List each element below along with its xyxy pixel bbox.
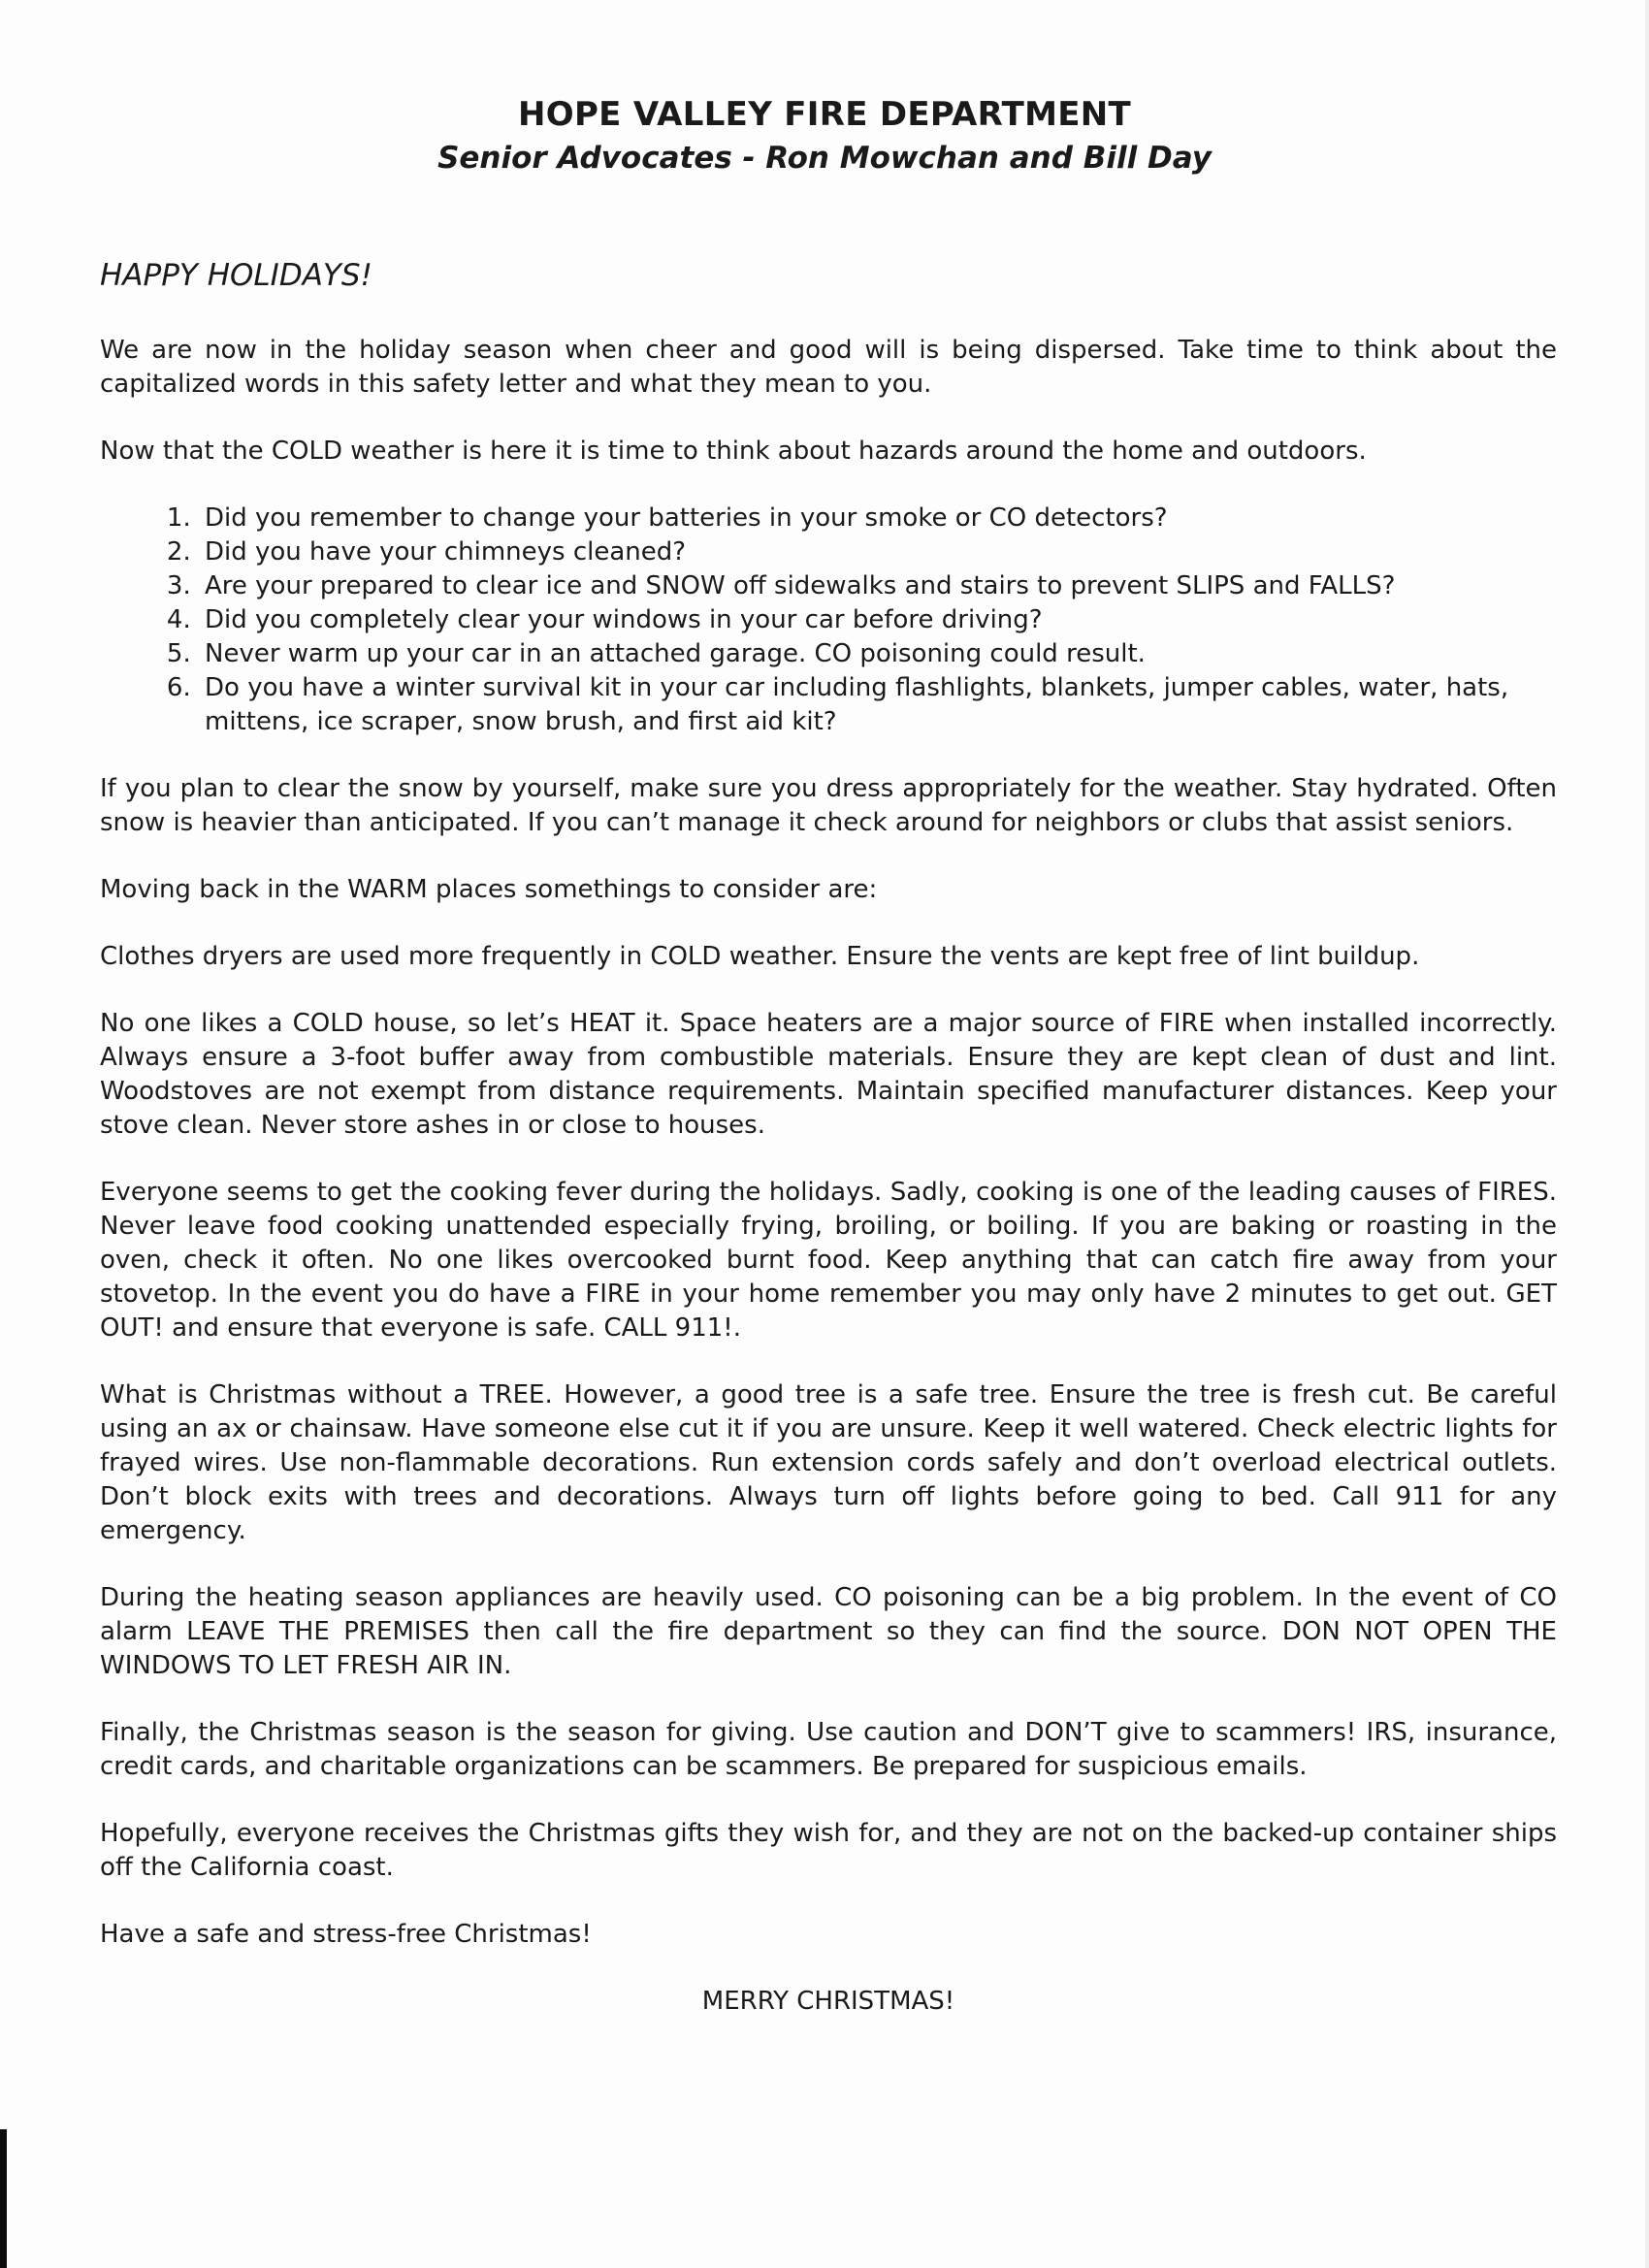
page-edge-shadow bbox=[1645, 0, 1649, 2268]
scan-edge-mark bbox=[0, 2129, 7, 2268]
checklist-item: 6. Do you have a winter survival kit in your car including flashlights, blankets, jumper cables, water, hats, mittens, ice scraper, snow brush, and first aid kit? bbox=[199, 671, 1557, 739]
checklist-item: 4. Did you completely clear your windows in your car before driving? bbox=[199, 603, 1557, 637]
greeting: HAPPY HOLIDAYS! bbox=[100, 258, 372, 293]
heat-paragraph: No one likes a COLD house, so let’s HEAT it. Space heaters are a major source of FIRE when installed incorrectly. Always ensure a 3-foot buffer away from combustible materials. Ensure they are kept clean of dust and lint. Woodstoves are not exempt from distance requirements. Maintain specified manufacturer distances. Keep your stove clean. Never store ashes in or close to houses. bbox=[100, 1009, 1557, 1140]
safety-checklist bbox=[100, 502, 1557, 739]
checklist-item: 5. Never warm up your car in an attached garage. CO poisoning could result. bbox=[199, 637, 1557, 671]
letter-header bbox=[0, 92, 1649, 179]
co-paragraph: During the heating season appliances are heavily used. CO poisoning can be a big problem. In the event of CO alarm LEAVE THE PREMISES then call the fire department so they can find the source. DON NOT OPEN THE WINDOWS TO LET FRESH AIR IN. bbox=[100, 1583, 1557, 1680]
closing-line: Have a safe and stress-free Christmas! bbox=[100, 1920, 592, 1949]
checklist-item: 2. Did you have your chimneys cleaned? bbox=[199, 535, 1557, 569]
dryer-paragraph: Clothes dryers are used more frequently in COLD weather. Ensure the vents are kept free of lint buildup. bbox=[100, 942, 1420, 971]
giving-paragraph: Finally, the Christmas season is the season for giving. Use caution and DON’T give to scammers! IRS, insurance, credit cards, and charitable organizations can be scammers. Be prepared for suspicious emails. bbox=[100, 1718, 1557, 1781]
checklist-item: 1. Did you remember to change your batteries in your smoke or CO detectors? bbox=[199, 502, 1557, 535]
warm-paragraph: Moving back in the WARM places somethings to consider are: bbox=[100, 875, 878, 904]
signoff: MERRY CHRISTMAS! bbox=[701, 1987, 955, 2016]
gifts-paragraph: Hopefully, everyone receives the Christmas gifts they wish for, and they are not on the backed-up container ships off the California coast. bbox=[100, 1819, 1557, 1882]
cold-intro-paragraph: Now that the COLD weather is here it is time to think about hazards around the home and outdoors. bbox=[100, 437, 1367, 466]
cooking-paragraph: Everyone seems to get the cooking fever during the holidays. Sadly, cooking is one of the leading causes of FIRES. Never leave food cooking unattended especially frying, broiling, or boiling. If you are baking or roasting in the oven, check it often. No one likes overcooked burnt food. Keep anything that can catch fire away from your stovetop. In the event you do have a FIRE in your home remember you may only have 2 minutes to get out. GET OUT! and ensure that everyone is safe. CALL 911!. bbox=[100, 1178, 1557, 1343]
snow-paragraph: If you plan to clear the snow by yourself, make sure you dress appropriately for the weather. Stay hydrated. Often snow is heavier than anticipated. If you can’t manage it check around for neighbors or clubs that assist seniors. bbox=[100, 774, 1557, 837]
letter-body bbox=[100, 254, 1557, 2019]
letter-subtitle: Senior Advocates - Ron Mowchan and Bill Day bbox=[437, 141, 1212, 176]
checklist-item: 3. Are your prepared to clear ice and SNOW off sidewalks and stairs to prevent SLIPS and FALLS? bbox=[199, 569, 1557, 603]
intro-paragraph: We are now in the holiday season when cheer and good will is being dispersed. Take time to think about the capitalized words in this safety letter and what they mean to you. bbox=[100, 336, 1557, 399]
tree-paragraph: What is Christmas without a TREE. However, a good tree is a safe tree. Ensure the tree is fresh cut. Be careful using an ax or chainsaw. Have someone else cut it if you are unsure. Keep it well watered. Check electric lights for frayed wires. Use non-flammable decorations. Run extension cords safely and don’t overload electrical outlets. Don’t block exits with trees and decorations. Always turn off lights before going to bed. Call 911 for any emergency. bbox=[100, 1380, 1557, 1545]
letter-title: HOPE VALLEY FIRE DEPARTMENT bbox=[517, 95, 1131, 134]
